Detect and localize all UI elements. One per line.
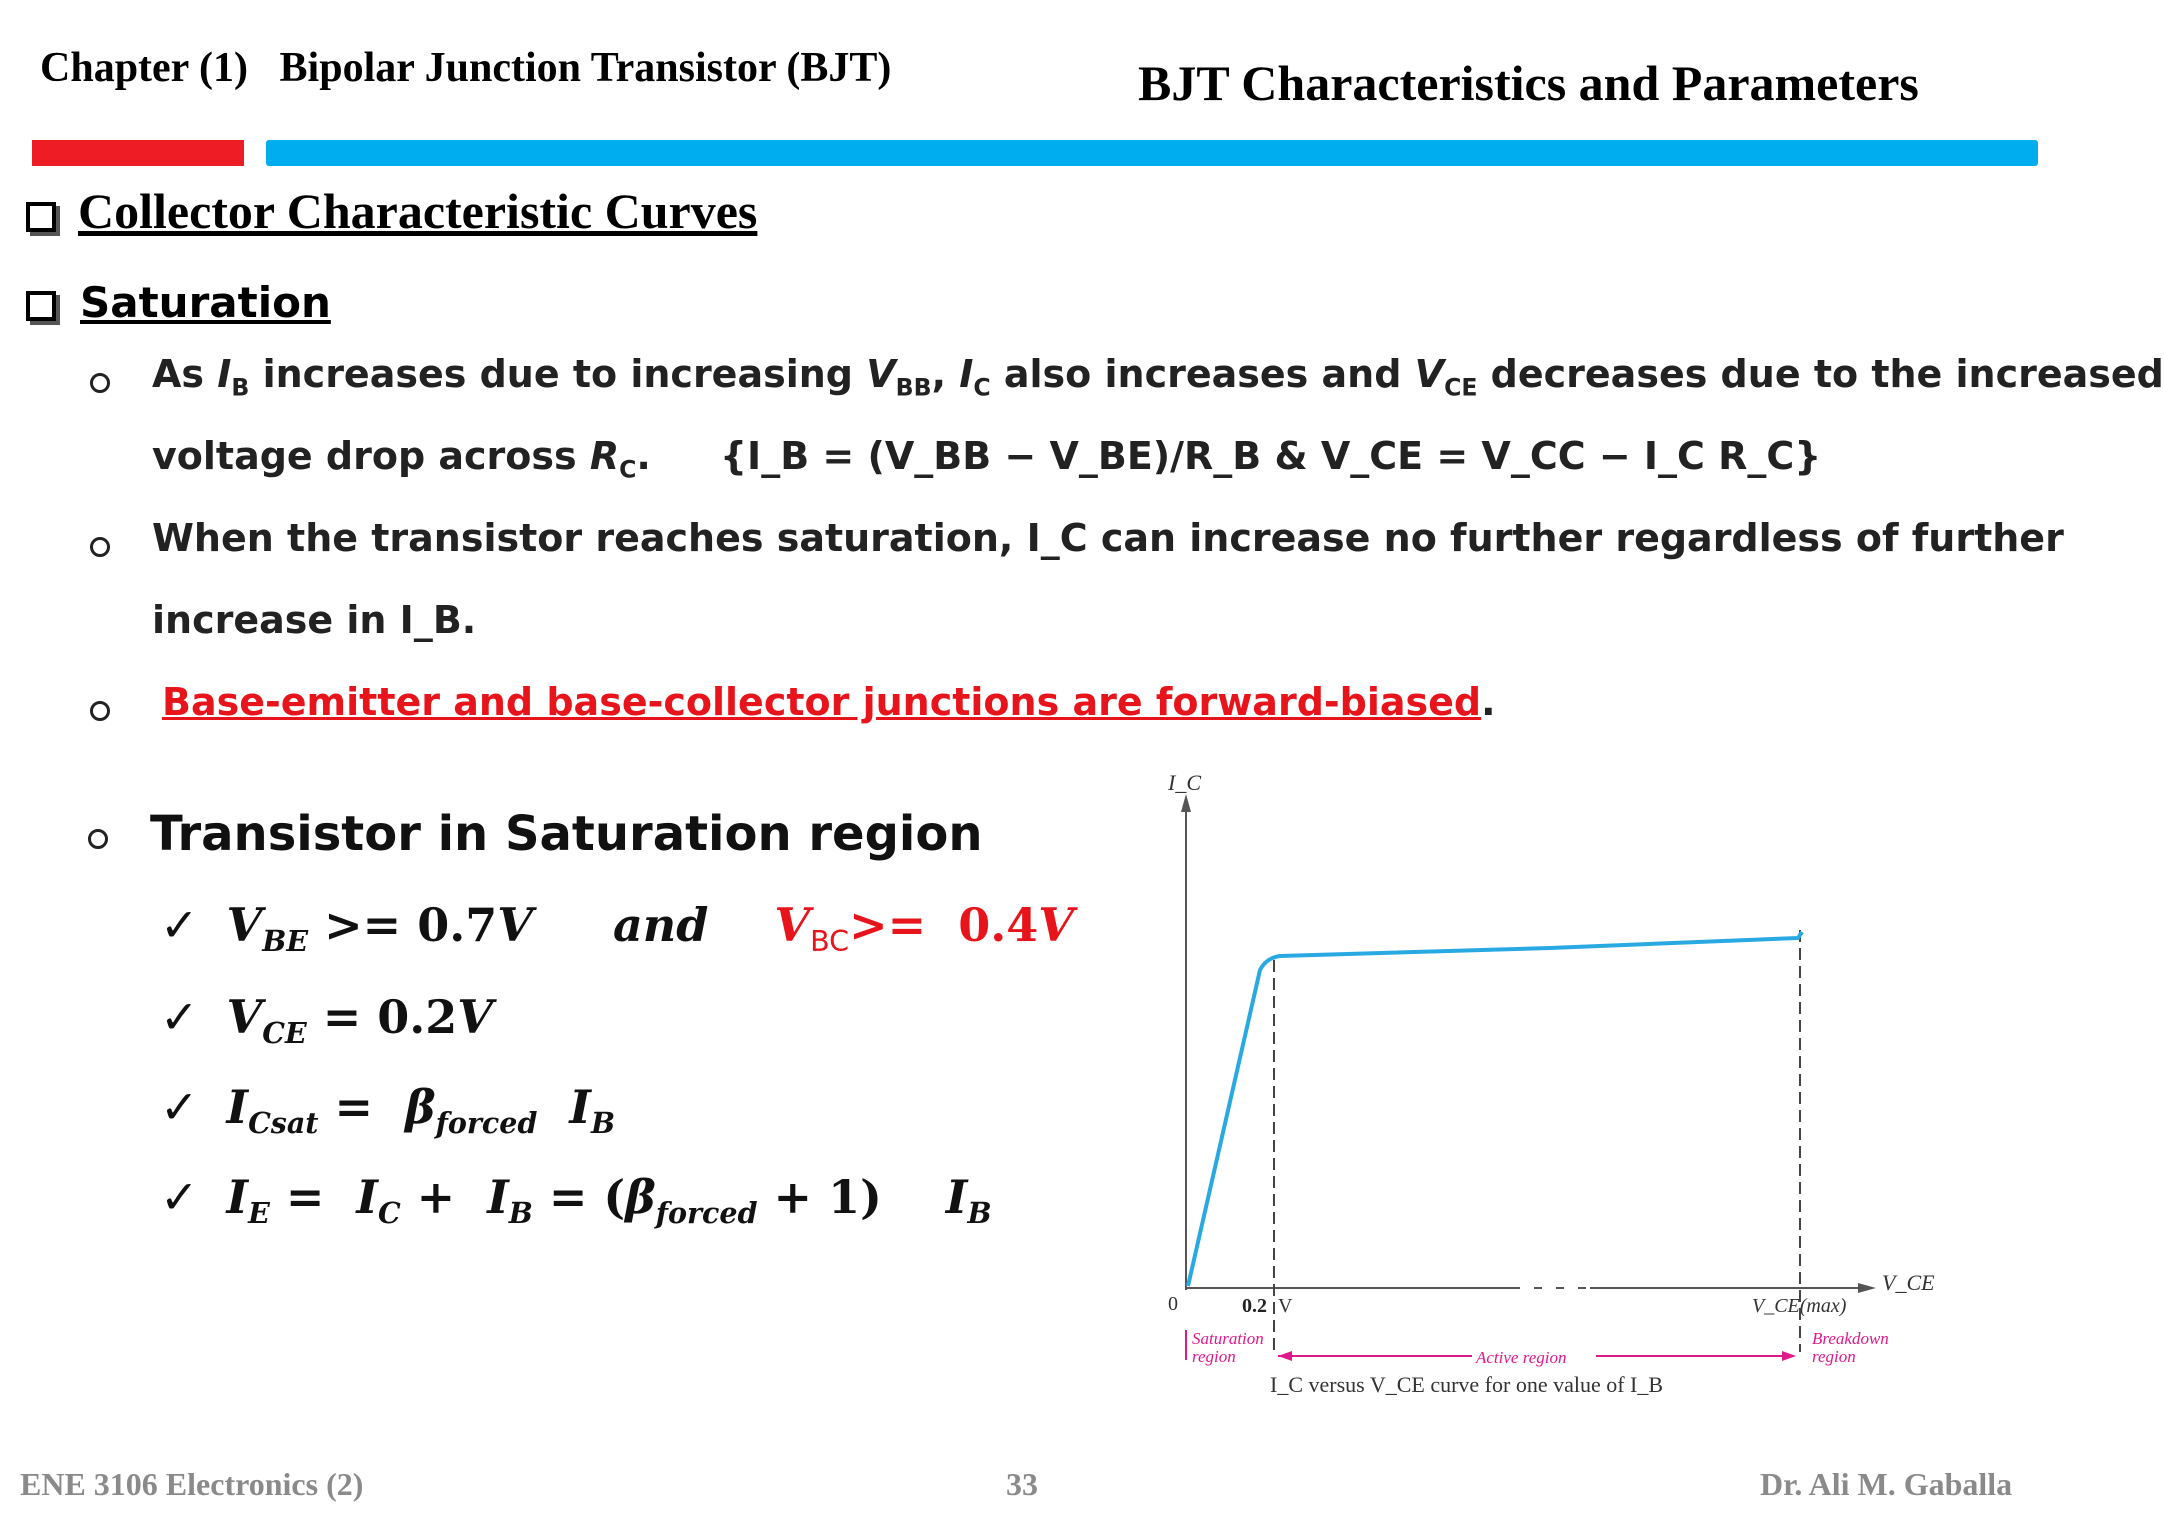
saturation-region-label-2: region: [1192, 1347, 1236, 1366]
subscript: B: [231, 373, 250, 402]
forward-biased-statement: Base-emitter and base-collector junctions are forward-biased: [162, 680, 1482, 724]
arrow-left-icon: [1278, 1351, 1292, 1361]
footer-author: Dr. Ali M. Gaballa: [1760, 1466, 2013, 1502]
y-axis-arrow-icon: [1181, 794, 1191, 812]
subscript: CE: [1444, 373, 1478, 402]
symbol-text: V: [866, 352, 896, 396]
text-run: increases due to increasing: [249, 352, 867, 396]
condition-icsat: ✓ $I_{Csat} = \beta_{forced}$ $I_B$: [160, 1080, 616, 1141]
circle-bullet-icon: [90, 537, 110, 557]
symbol-ic: [959, 352, 973, 396]
x-axis-arrow-icon: [1858, 1283, 1876, 1293]
tick-label-0-2: 0.2: [1242, 1295, 1267, 1317]
subsection-heading: [26, 278, 331, 327]
bullet-3: [162, 680, 1496, 724]
symbol-text: V: [1414, 352, 1445, 396]
text-run: voltage drop across: [152, 434, 590, 478]
slide-title: BJT Characteristics and Parameters: [1138, 55, 1919, 111]
accent-bar-blue: [266, 140, 2038, 166]
section-heading: [26, 182, 757, 240]
breakdown-region-label-1: Breakdown: [1812, 1329, 1889, 1348]
subscript: BB: [895, 373, 932, 402]
breakdown-region-label-2: region: [1812, 1347, 1856, 1366]
condition-vce: ✓ $V_{CE} = 0.2V$: [160, 990, 493, 1051]
active-region-label: Active region: [1476, 1348, 1567, 1367]
condition-ie: ✓ $I_E = I_C + I_B = (\beta_{forced} + 1)$ $I_B$: [160, 1170, 992, 1231]
section-heading-text: Collector Characteristic Curves: [78, 183, 758, 239]
y-axis-label: I_C: [1168, 770, 1201, 795]
bias-formula: {I_B = (V_BB − V_BE)/R_B & V_CE = V_CC − I_C R_C}: [720, 434, 1822, 478]
text-run: .: [1481, 680, 1496, 724]
footer-course: ENE 3106 Electronics (2): [20, 1466, 364, 1502]
text-run: decreases due to the increased: [1477, 352, 2164, 396]
symbol-ib: [217, 352, 231, 396]
arrow-right-icon: [1782, 1351, 1796, 1361]
tick-label-unit: V: [1278, 1295, 1293, 1317]
check-icon: ✓: [160, 990, 199, 1044]
check-icon: ✓: [160, 1170, 199, 1224]
symbol-vbb: [866, 352, 895, 396]
condition-vbe-vbc: ✓ $V_{BE} >= 0.7V$ and $V_{BC}>= 0.4V$: [160, 898, 1074, 959]
subscript: C: [973, 373, 991, 402]
text-run: As: [152, 352, 218, 396]
symbol-text: R: [589, 434, 620, 478]
tick-label-vcemax: V_CE(max): [1752, 1295, 1847, 1317]
text-run: ,: [931, 352, 960, 396]
text-run: .: [636, 434, 651, 478]
ic-curve: [1188, 932, 1802, 1286]
bullet-2-line-2: increase in I_B.: [152, 598, 477, 642]
bullet-2-line-1: When the transistor reaches saturation, I_C can increase no further regardless of further: [152, 516, 2064, 560]
circle-bullet-icon: [90, 701, 110, 721]
ic-vce-characteristic-figure: [1150, 770, 1950, 1410]
check-icon: ✓: [160, 1080, 199, 1134]
bullet-1-line-2: [152, 434, 651, 484]
symbol-rc: [590, 434, 619, 478]
accent-bar-red: [32, 140, 244, 166]
figure-caption: I_C versus V_CE curve for one value of I_B: [1270, 1372, 1664, 1397]
x-axis-label: V_CE: [1882, 1270, 1935, 1295]
subscript: C: [619, 455, 637, 484]
origin-label: 0: [1168, 1293, 1178, 1315]
chapter-title: Chapter (1) Bipolar Junction Transistor (BJT): [40, 45, 892, 91]
bullet-1-line-1: [152, 352, 2164, 402]
symbol-text: I: [959, 352, 974, 396]
symbol-vce: [1415, 352, 1444, 396]
circle-bullet-icon: [90, 373, 110, 393]
saturation-region-label-1: Saturation: [1192, 1329, 1264, 1348]
saturation-region-heading: Transistor in Saturation region: [150, 806, 983, 862]
subsection-heading-text: Saturation: [80, 278, 331, 327]
symbol-text: I: [217, 352, 232, 396]
circle-bullet-icon: [88, 829, 108, 849]
text-run: also increases and: [990, 352, 1415, 396]
checkbox-bullet-icon: [26, 291, 56, 321]
checkbox-bullet-icon: [26, 202, 56, 232]
check-icon: ✓: [160, 898, 199, 952]
footer-page-number: 33: [1006, 1466, 1038, 1502]
